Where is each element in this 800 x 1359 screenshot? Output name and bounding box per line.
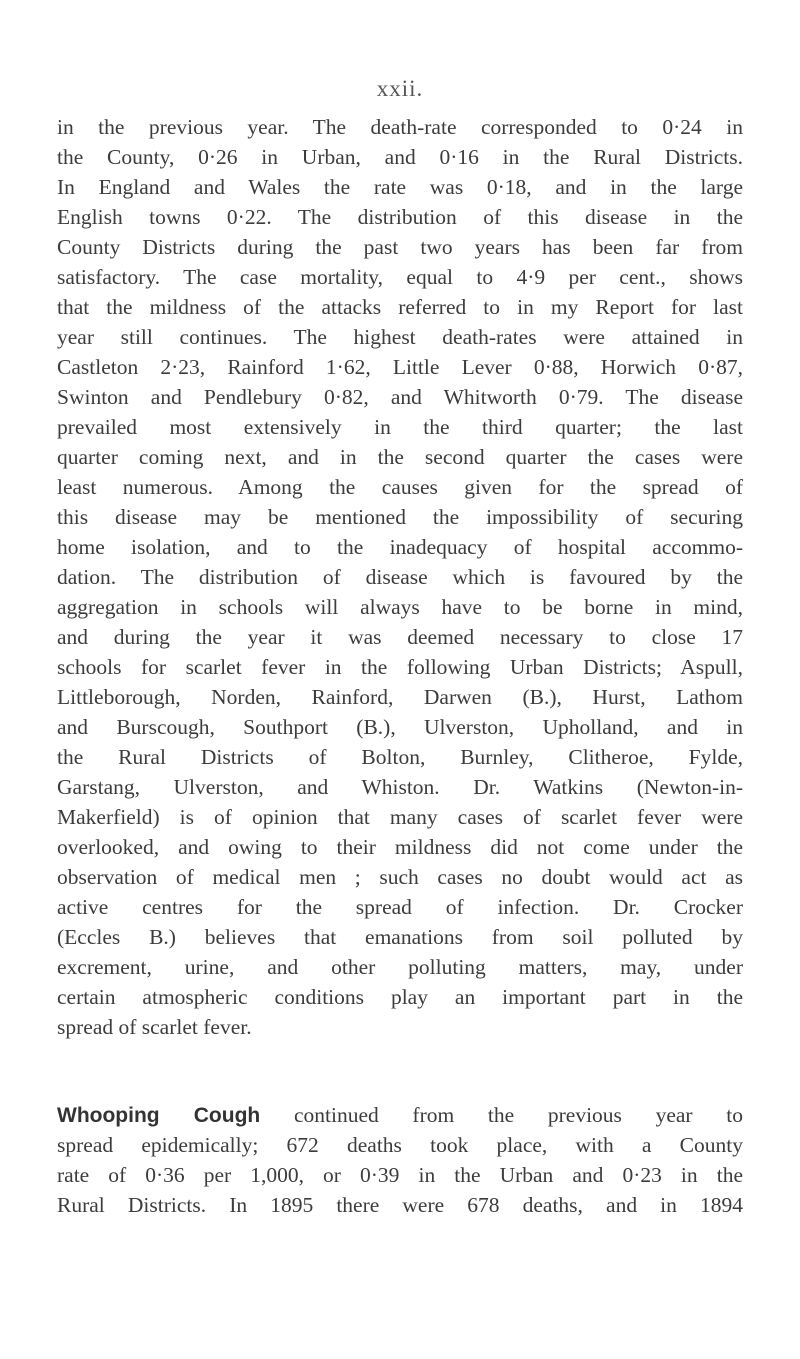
text-line: certain atmospheric conditions play an important part in the <box>57 985 743 1009</box>
text-line: Littleborough, Norden, Rainford, Darwen (B.), Hurst, Lathom <box>57 685 743 709</box>
text-line: home isolation, and to the inadequacy of hospital accommo- <box>57 535 743 559</box>
text-line: In England and Wales the rate was 0·18, and in the large <box>57 175 743 199</box>
text-line: Makerfield) is of opinion that many cases of scarlet fever were <box>57 805 743 829</box>
text-line: satisfactory. The case mortality, equal to 4·9 per cent., shows <box>57 265 743 289</box>
text-line: Rural Districts. In 1895 there were 678 deaths, and in 1894 <box>57 1193 743 1217</box>
heading-line-text: continued from the previous year to <box>293 1103 744 1127</box>
text-line: English towns 0·22. The distribution of this disease in the <box>57 205 743 229</box>
text-line: prevailed most extensively in the third quarter; the last <box>57 415 743 439</box>
text-line: active centres for the spread of infection. Dr. Crocker <box>57 895 743 919</box>
text-line: excrement, urine, and other polluting matters, may, under <box>57 955 743 979</box>
text-line: overlooked, and owing to their mildness did not come under the <box>57 835 743 859</box>
text-line: spread epidemically; 672 deaths took place, with a County <box>57 1133 743 1157</box>
text-line: Swinton and Pendlebury 0·82, and Whitworth 0·79. The disease <box>57 385 743 409</box>
text-line: Garstang, Ulverston, and Whiston. Dr. Watkins (Newton-in- <box>57 775 743 799</box>
text-line: rate of 0·36 per 1,000, or 0·39 in the Urban and 0·23 in the <box>57 1163 743 1187</box>
text-line: that the mildness of the attacks referred to in my Report for last <box>57 295 743 319</box>
text-line: aggregation in schools will always have to be borne in mind, <box>57 595 743 619</box>
text-line: quarter coming next, and in the second quarter the cases were <box>57 445 743 469</box>
text-line: spread of scarlet fever. <box>57 1015 252 1039</box>
text-line: and during the year it was deemed necessary to close 17 <box>57 625 743 649</box>
text-line: the Rural Districts of Bolton, Burnley, Clitheroe, Fylde, <box>57 745 743 769</box>
text-line: schools for scarlet fever in the following Urban Districts; Aspull, <box>57 655 743 679</box>
text-line: Castleton 2·23, Rainford 1·62, Little Lever 0·88, Horwich 0·87, <box>57 355 743 379</box>
section-heading: Whooping Cough <box>57 1104 261 1127</box>
text-line: year still continues. The highest death-rates were attained in <box>57 325 743 349</box>
text-line: least numerous. Among the causes given for the spread of <box>57 475 743 499</box>
text-line: County Districts during the past two years has been far from <box>57 235 743 259</box>
page-number: xxii. <box>376 76 424 101</box>
text-line: this disease may be mentioned the impossibility of securing <box>57 505 743 529</box>
text-line: (Eccles B.) believes that emanations from soil polluted by <box>57 925 743 949</box>
text-line: the County, 0·26 in Urban, and 0·16 in the Rural Districts. <box>57 145 743 169</box>
text-line: and Burscough, Southport (B.), Ulverston, Upholland, and in <box>57 715 743 739</box>
text-line: observation of medical men ; such cases no doubt would act as <box>57 865 743 889</box>
text-line: in the previous year. The death-rate corresponded to 0·24 in <box>57 115 743 139</box>
paragraph-heading-line <box>57 1103 743 1128</box>
text-line: dation. The distribution of disease which is favoured by the <box>57 565 743 589</box>
